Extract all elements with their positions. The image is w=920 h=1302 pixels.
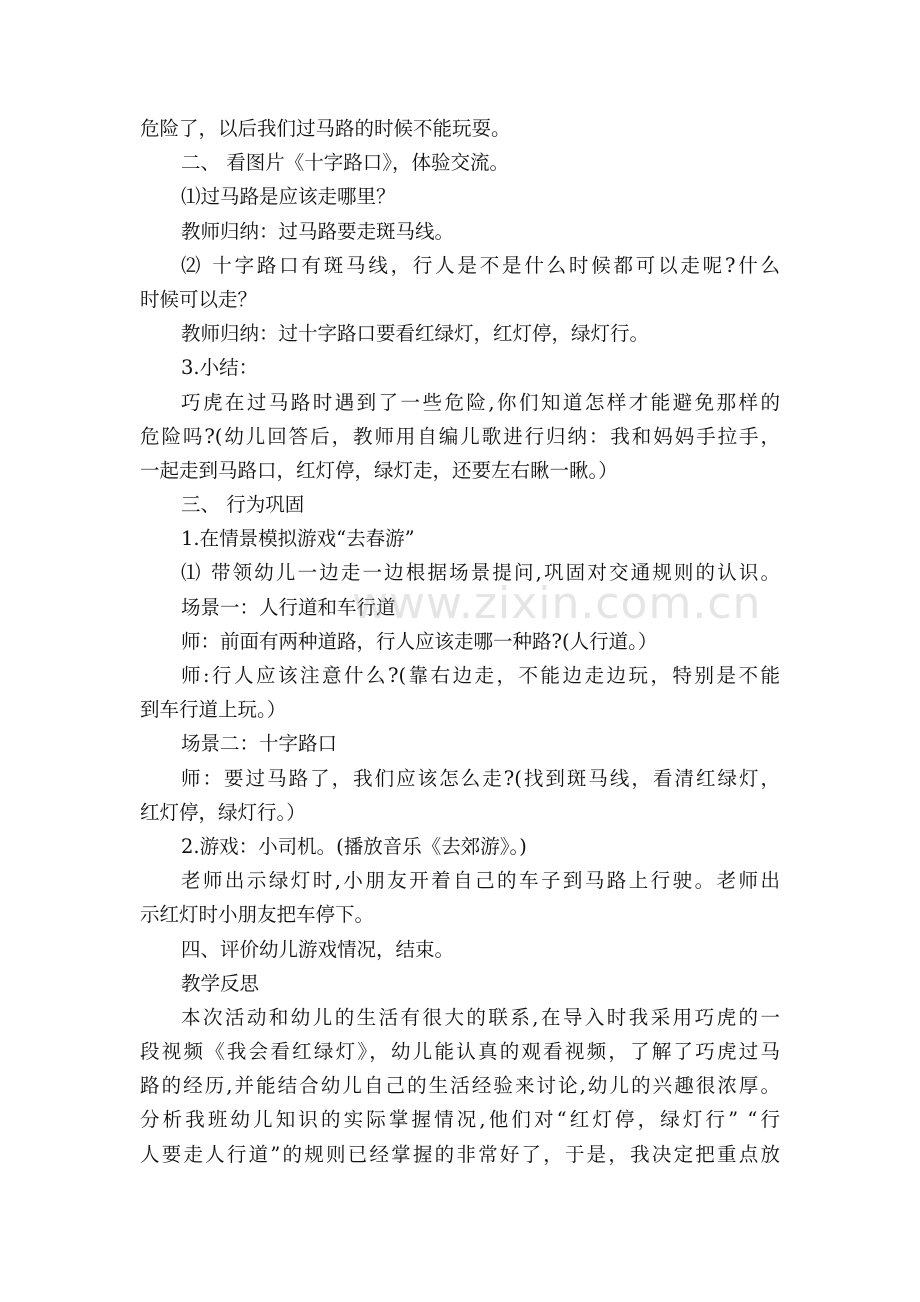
text-line: 时候可以走？ (140, 287, 258, 311)
section-heading: 二、 看图片《十字路口》，体验交流。 (181, 151, 509, 175)
text-line: ⑴ 带领幼儿一边走一边根据场景提问,巩固对交通规则的认识。 (181, 561, 780, 585)
text-line: 师：前面有两种道路，行人应该走哪一种路?(人行道。） (181, 629, 658, 653)
text-line: 场景二：十字路口 (181, 732, 338, 756)
text-line: 分析我班幼儿知识的实际掌握情况,他们对“红灯停，绿灯行” “行 (140, 1108, 780, 1132)
text-line: 红灯停，绿灯行。） (140, 800, 306, 824)
watermark: www.zixin.com.cn (352, 578, 762, 629)
text-line: 师：要过马路了，我们应该怎么走?(找到斑马线，看清红绿灯， (181, 766, 780, 790)
text-line: 教师归纳：过马路要走斑马线。 (181, 219, 455, 243)
text-line: 1.在情景模拟游戏“去春游” (181, 527, 415, 551)
text-line: 一起走到马路口，红灯停，绿灯走，还要左右瞅一瞅。） (140, 458, 618, 482)
text-line: 巧虎在过马路时遇到了一些危险,你们知道怎样才能避免那样的 (181, 390, 780, 414)
text-line: 路的经历,并能结合幼儿自己的生活经验来讨论,幼儿的兴趣很浓厚。 (140, 1074, 780, 1098)
section-heading: 四、评价幼儿游戏情况，结束。 (181, 937, 455, 961)
section-heading: 三、 行为巩固 (181, 493, 305, 517)
text-line: 到车行道上玩。） (140, 698, 287, 722)
text-line: 教师归纳：过十字路口要看红绿灯，红灯停，绿灯行。 (181, 322, 650, 346)
text-line: 危险吗?(幼儿回答后，教师用自编儿歌进行归纳：我和妈妈手拉手， (140, 424, 780, 448)
text-line: 师:行人应该注意什么?(靠右边走，不能边走边玩，特别是不能 (181, 664, 780, 687)
text-line: 3.小结： (181, 356, 259, 380)
document-body (140, 112, 780, 1172)
text-line: 危险了，以后我们过马路的时候不能玩耍。 (140, 117, 511, 140)
text-line: 示红灯时小朋友把车停下。 (140, 903, 375, 927)
text-line: ⑵ 十字路口有斑马线，行人是不是什么时候都可以走呢?什么 (181, 253, 780, 277)
text-line: 人要走人行道”的规则已经掌握的非常好了，于是，我决定把重点放 (140, 1142, 780, 1166)
text-line: 本次活动和幼儿的生活有很大的联系,在导入时我采用巧虎的一 (181, 1005, 780, 1029)
text-line: 场景一：人行道和车行道 (181, 595, 396, 619)
text-line: 2.游戏：小司机。(播放音乐《去郊游》。) (181, 834, 527, 858)
text-line: 段视频《我会看红绿灯》，幼儿能认真的观看视频，了解了巧虎过马 (140, 1040, 780, 1064)
text-line: 老师出示绿灯时,小朋友开着自己的车子到马路上行驶。老师出 (181, 869, 780, 893)
section-heading: 教学反思 (181, 971, 260, 995)
text-line: ⑴过马路是应该走哪里？ (181, 185, 396, 209)
